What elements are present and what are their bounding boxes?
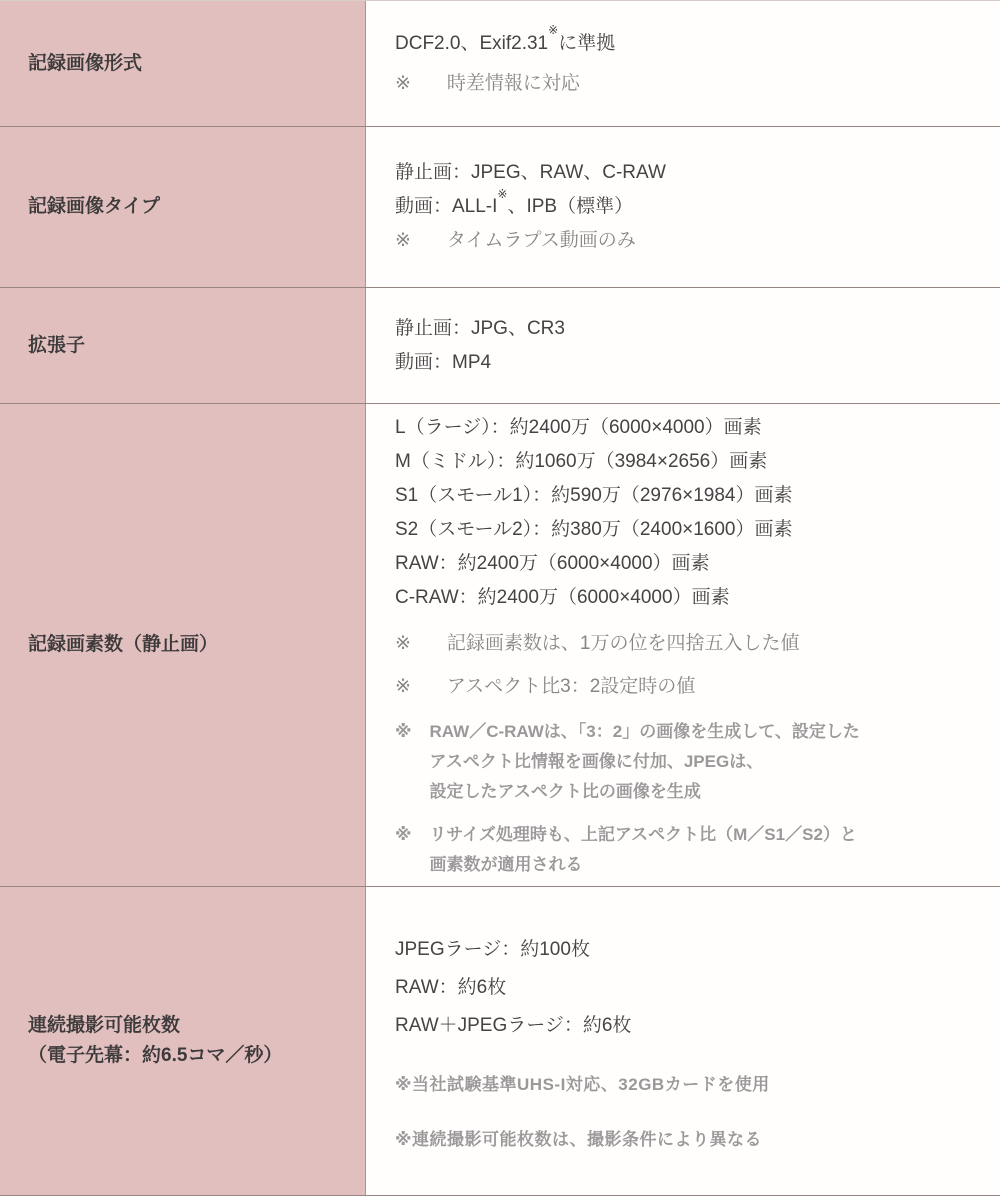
row-label: 記録画素数（静止画） [28,634,219,655]
row-value-cell [366,1,1000,126]
table-row [0,887,1000,1196]
footnote-text-lines [430,820,857,880]
value-text: 、IPB（標準） [507,196,634,217]
row-label-subline: （電子先幕：約6.5コマ／秒） [28,1045,283,1066]
footnote-bold: ※当社試験基準UHS-I対応、32GBカードを使用 [395,1074,770,1094]
row-value-cell [366,404,1000,886]
value-text: 動画：ALL-I [395,196,498,217]
reference-mark: ※ [497,186,508,201]
row-label: 記録画像タイプ [28,196,161,217]
footnote-text: 設定したアスペクト比の画像を生成 [429,781,701,801]
table-row [0,127,1000,288]
footnote-bold [395,820,980,880]
value-line: 動画：MP4 [395,351,492,373]
table-row [0,288,1000,404]
footnote-marker: ※ [395,675,411,697]
footnote-bold [395,717,980,807]
value-text: DCF2.0、Exif2.31 [395,32,549,54]
footnote-text: 記録画素数は、1万の位を四捨五入した値 [446,632,800,654]
row-value-cell [366,887,1000,1195]
row-value-cell [366,127,1000,287]
value-line: S1（スモール1）：約590万（2976×1984）画素 [395,484,793,506]
row-label-cell [0,288,366,403]
value-line: RAW＋JPEGラージ：約6枚 [395,1014,632,1036]
footnote-text: アスペクト比情報を画像に付加、JPEGは、 [429,751,764,771]
value-line: L（ラージ）：約2400万（6000×4000）画素 [395,416,762,438]
value-line: JPEGラージ：約100枚 [395,938,590,960]
footnote-marker: ※ [395,721,412,741]
value-line: S2（スモール2）：約380万（2400×1600）画素 [395,518,793,540]
footnote-text: リサイズ処理時も、上記アスペクト比（M／S1／S2）と [429,824,857,844]
value-line: 静止画：JPEG、RAW、C-RAW [395,162,666,183]
value-line [395,186,980,224]
value-line: RAW：約2400万（6000×4000）画素 [395,552,710,574]
footnote-text: RAW／C-RAWは、「3：2」の画像を生成して、設定した [429,721,860,741]
row-label-cell [0,127,366,287]
row-label-cell [0,887,366,1195]
footnote [395,224,980,258]
row-value-cell [366,288,1000,403]
footnote-marker: ※ [395,632,411,654]
footnote-text: タイムラプス動画のみ [446,230,636,251]
table-row [0,1,1000,127]
row-label-cell [0,1,366,126]
row-label: 拡張子 [28,334,86,356]
footnote-text-lines [430,717,860,807]
footnote-bold: ※連続撮影可能枚数は、撮影条件により異なる [395,1129,763,1149]
footnote-marker: ※ [395,824,412,844]
footnote-text: 画素数が適用される [429,854,583,874]
footnote-marker: ※ [395,72,411,94]
value-line [395,23,980,61]
footnote-marker: ※ [395,230,411,251]
value-text: に準拠 [558,32,616,54]
table-row [0,404,1000,887]
value-line: RAW：約6枚 [395,976,507,998]
footnote [395,670,980,704]
footnote [395,627,980,661]
value-line: C-RAW：約2400万（6000×4000）画素 [395,586,730,608]
value-line: M（ミドル）：約1060万（3984×2656）画素 [395,450,768,472]
footnote-text: 時差情報に対応 [446,72,580,94]
value-line: 静止画：JPG、CR3 [395,317,565,339]
footnote-text: アスペクト比3：2設定時の値 [446,675,696,697]
row-label-cell [0,404,366,886]
footnote [395,67,980,101]
row-label: 連続撮影可能枚数 [28,1015,181,1036]
row-label: 記録画像形式 [28,52,143,74]
reference-mark: ※ [548,23,559,38]
